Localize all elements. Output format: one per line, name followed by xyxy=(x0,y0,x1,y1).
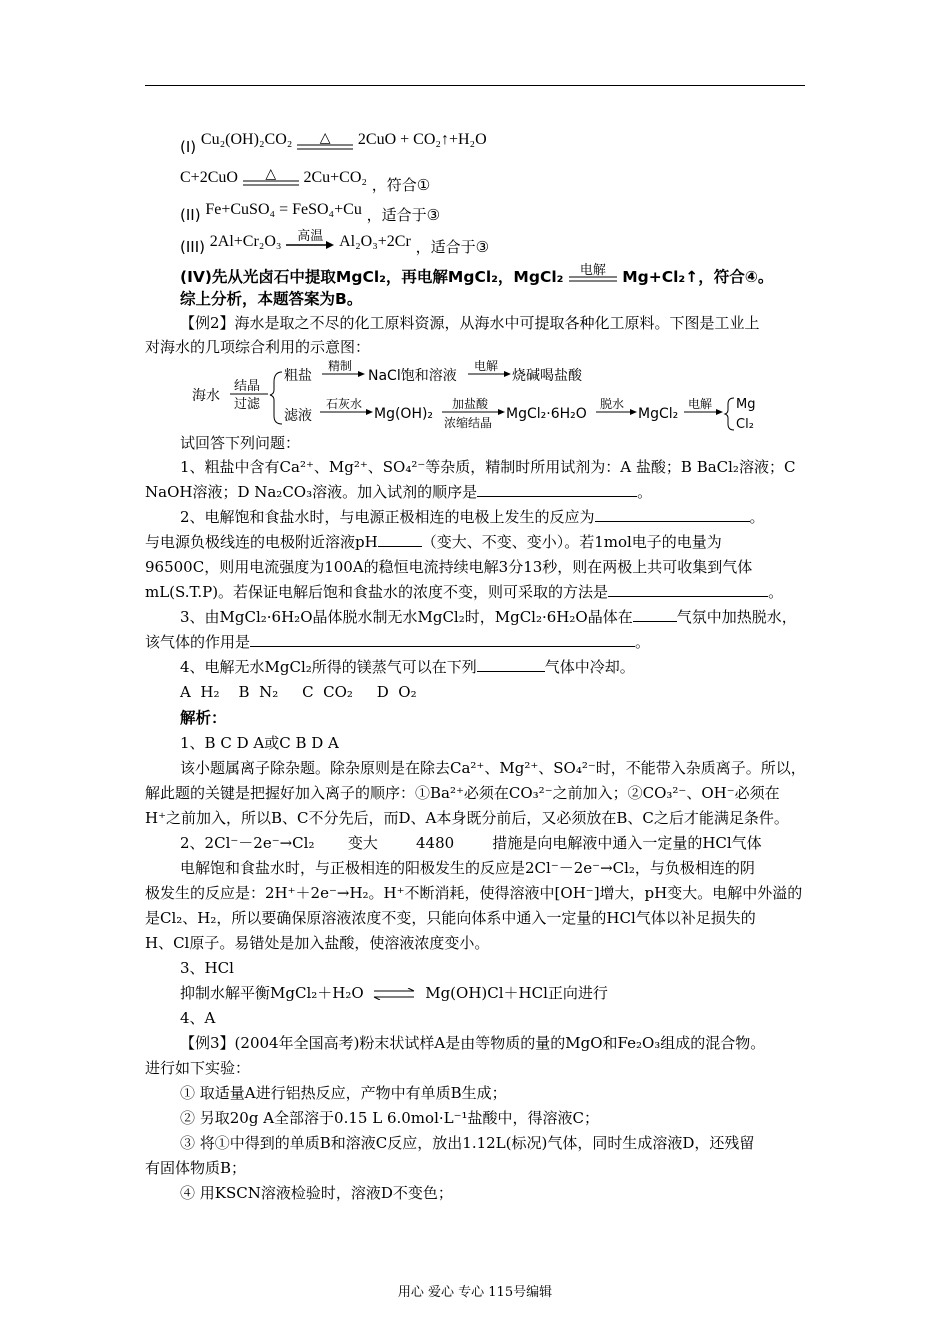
arrow-icon xyxy=(286,241,334,249)
label-filtrate: 滤液 xyxy=(284,408,312,424)
analysis-line: 是Cl₂、H₂，所以要确保原溶液浓度不变，只能向体系中通入一定量的HCl气体以补足损失的 xyxy=(145,909,756,927)
answer-blank[interactable] xyxy=(633,607,677,622)
question-text: 2、电解饱和食盐水时，与电源正极相连的电极上发生的反应为 xyxy=(180,508,595,526)
question-1-line-2: NaOH溶液；D Na₂CO₃溶液。加入试剂的顺序是 。 xyxy=(145,483,653,501)
question-text: 与电源负极线连的电极附近溶液pH xyxy=(145,533,378,551)
question-3-line-2: 该气体的作用是 。 xyxy=(145,633,651,651)
answer-blank[interactable] xyxy=(477,657,545,672)
question-2-line-1: 2、电解饱和食盐水时，与电源正极相连的电极上发生的反应为 。 xyxy=(180,508,765,526)
arrow-icon xyxy=(498,409,505,415)
eq-rhs: 2Cu+CO₂ xyxy=(303,169,367,186)
heat-condition: △ xyxy=(243,162,299,186)
double-line xyxy=(297,144,353,150)
question-text: 气体中冷却。 xyxy=(544,658,635,676)
brace xyxy=(725,398,734,430)
heat-condition: △ xyxy=(297,126,353,150)
label-nacl: NaCl饱和溶液 xyxy=(368,368,457,384)
page-footer: 用心 爱心 专心 115号编辑 xyxy=(397,1285,553,1300)
eq-pre: (IV)先从光卤石中提取MgCl₂，再电解MgCl₂，MgCl₂ xyxy=(180,268,564,286)
experiment-step-3-cont: 有固体物质B； xyxy=(145,1159,247,1177)
analysis-line: H⁺之前加入，所以B、C不分先后，而D、A本身既分前后，又必须放在B、C之后才能满足条件。 xyxy=(145,809,789,827)
question-text: 4、电解无水MgCl₂所得的镁蒸气可以在下列 xyxy=(180,658,477,676)
eq-tag: (II) xyxy=(180,206,201,224)
eq-rhs: 2CuO + CO₂↑+H₂O xyxy=(357,131,487,148)
question-text: 气氛中加热脱水， xyxy=(676,608,797,626)
label-refine: 精制 xyxy=(328,360,353,373)
answer-blank[interactable] xyxy=(378,532,422,547)
question-text: （变大、不变、变小）。若1mol电子的电量为 xyxy=(421,533,722,551)
experiment-step-3: ③ 将①中得到的单质B和溶液C反应，放出1.12L(标况)气体，同时生成溶液D，还残留 xyxy=(180,1134,755,1152)
example-3-line-1: 【例3】(2004年全国高考)粉末状试样A是由等物质的量的MgO和Fe₂O₃组成的混合物。 xyxy=(180,1034,766,1052)
electrolysis-condition: 电解 xyxy=(569,258,617,282)
analysis-line: 解此题的关键是把握好加入离子的顺序：①Ba²⁺必须在CO₃²⁻之前加入；②CO₃²⁻、OH⁻必须在 xyxy=(145,784,780,802)
example-3-line-2: 进行如下实验： xyxy=(145,1059,251,1077)
equation-2 xyxy=(180,166,431,194)
double-line xyxy=(569,276,617,282)
label-crude-salt: 粗盐 xyxy=(284,368,312,384)
equation-1 xyxy=(180,131,487,160)
equation-4 xyxy=(180,230,489,254)
double-line xyxy=(243,180,299,186)
conclusion: 综上分析，本题答案为B。 xyxy=(180,290,363,308)
equilibrium-arrow-icon xyxy=(372,988,416,1000)
question-4-line-1 xyxy=(180,656,635,678)
eq-lhs: 2Al+Cr₂O₃ xyxy=(209,233,282,250)
analysis-line: 1、B C D A或C B D A xyxy=(180,734,339,752)
question-text: NaOH溶液；D Na₂CO₃溶液。加入试剂的顺序是 xyxy=(145,483,478,501)
label-crystal: 结晶 xyxy=(234,379,261,394)
eq-tail: ，符合① xyxy=(371,176,431,194)
analysis-line: 2、2Cl⁻－2e⁻→Cl₂ 变大 4480 措施是向电解液中通入一定量的HCl气体 xyxy=(180,834,762,852)
analysis-equilibrium-line xyxy=(180,982,608,1004)
question-1-line-1: 1、粗盐中含有Ca²⁺、Mg²⁺、SO₄²⁻等杂质，精制时所用试剂为：A 盐酸；B BaCl₂溶液；C xyxy=(180,458,796,476)
example-2-line-1: 【例2】海水是取之不尽的化工原料资源，从海水中可提取各种化工原料。下图是工业上 xyxy=(180,314,760,332)
answer-blank[interactable] xyxy=(477,482,637,497)
question-text: 3、由MgCl₂·6H₂O晶体脱水制无水MgCl₂时，MgCl₂·6H₂O晶体在 xyxy=(180,608,633,626)
label-electrolysis-1: 电解 xyxy=(474,360,499,373)
question-2-line-3: 96500C，则用电流强度为100A的稳恒电流持续电解3分13秒，则在两极上共可收集到气体 xyxy=(145,558,753,576)
eq-rhs: Al₂O₃+2Cr xyxy=(339,233,411,250)
analysis-text: Mg(OH)Cl＋HCl正向进行 xyxy=(425,984,608,1002)
label-mgcl2: MgCl₂ xyxy=(638,406,679,422)
answer-blank[interactable] xyxy=(608,582,768,597)
analysis-line: 极发生的反应是：2H⁺＋2e⁻→H₂。H⁺不断消耗，使得溶液中[OH⁻]增大，pH变大。电解中外溢的 xyxy=(145,884,803,902)
arrow-icon xyxy=(630,409,637,415)
example-2-line-2: 对海水的几项综合利用的示意图： xyxy=(145,338,371,356)
answer-blank[interactable] xyxy=(595,507,750,522)
eq-tag: (I) xyxy=(180,138,197,156)
analysis-line: 4、A xyxy=(180,1009,216,1027)
arrow-icon xyxy=(504,371,511,377)
question-2-line-4: mL(S.T.P)。若保证电解后饱和食盐水的浓度不变，则可采取的方法是 。 xyxy=(145,583,784,601)
equation-5 xyxy=(180,263,774,290)
eq-lhs: Cu₂(OH)₂CO₂ xyxy=(200,131,293,148)
label-seawater: 海水 xyxy=(192,388,220,404)
analysis-line: 电解饱和食盐水时，与正极相连的阳极发生的反应是2Cl⁻－2e⁻→Cl₂，与负极相连的阴 xyxy=(180,859,755,877)
experiment-step-1: ① 取适量A进行铝热反应，产物中有单质B生成； xyxy=(180,1084,507,1102)
label-cl2: Cl₂ xyxy=(736,417,754,432)
label-mgoh: Mg(OH)₂ xyxy=(374,406,434,422)
experiment-step-2: ② 另取20g A全部溶于0.15 L 6.0mol·L⁻¹盐酸中，得溶液C； xyxy=(180,1109,599,1127)
eq-rhs: Mg+Cl₂↑，符合④。 xyxy=(622,268,774,286)
question-text: mL(S.T.P)。若保证电解后饱和食盐水的浓度不变，则可采取的方法是 xyxy=(145,583,609,601)
question-3-line-1 xyxy=(180,606,797,628)
label-concentrate: 浓缩结晶 xyxy=(444,416,493,430)
analysis-line: 3、HCl xyxy=(180,959,234,977)
question-4-options: A H₂ B N₂ C CO₂ D O₂ xyxy=(180,683,417,701)
header-rule xyxy=(145,85,805,86)
label-hydrate: MgCl₂·6H₂O xyxy=(506,406,587,422)
analysis-title: 解析： xyxy=(180,709,227,727)
eq-lhs: C+2CuO xyxy=(180,169,238,186)
eq-tag: (III) xyxy=(180,238,205,256)
arrow-icon xyxy=(366,409,373,415)
equation-3 xyxy=(180,198,441,224)
arrow-icon xyxy=(716,409,723,415)
arrow-icon xyxy=(358,371,365,377)
label-filter: 过滤 xyxy=(234,397,261,412)
brace xyxy=(270,372,282,424)
eq-tail: ，适合于③ xyxy=(366,206,441,224)
seawater-flow-diagram xyxy=(190,360,770,432)
label-lime: 石灰水 xyxy=(326,397,363,411)
question-2-line-2 xyxy=(145,531,722,553)
eq-body: Fe+CuSO₄ = FeSO₄+Cu xyxy=(205,201,362,218)
answer-blank[interactable] xyxy=(250,632,635,647)
label-add-hcl: 加盐酸 xyxy=(452,397,489,411)
analysis-line: 该小题属离子除杂题。除杂原则是在除去Ca²⁺、Mg²⁺、SO₄²⁻时，不能带入杂质离子。所以， xyxy=(180,759,806,777)
eq-tail: ，适合于③ xyxy=(415,238,490,256)
label-mg: Mg xyxy=(736,397,756,412)
label-electrolysis-2: 电解 xyxy=(688,397,713,411)
questions-intro: 试回答下列问题： xyxy=(180,434,301,452)
high-temp-condition: 高温 xyxy=(286,224,334,248)
question-text: 该气体的作用是 xyxy=(145,633,251,651)
label-dehydrate: 脱水 xyxy=(600,397,625,411)
analysis-text: 抑制水解平衡MgCl₂＋H₂O xyxy=(180,984,364,1002)
experiment-step-4: ④ 用KSCN溶液检验时，溶液D不变色； xyxy=(180,1184,453,1202)
analysis-line: H、Cl原子。易错处是加入盐酸，使溶液浓度变小。 xyxy=(145,934,490,952)
label-products-1: 烧碱喝盐酸 xyxy=(512,368,582,384)
